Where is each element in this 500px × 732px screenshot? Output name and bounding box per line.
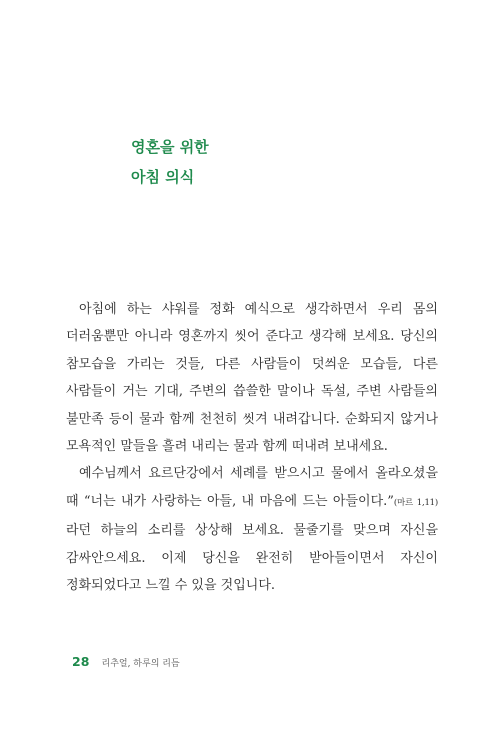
page-number: 28 xyxy=(72,654,90,669)
paragraph-1: 아침에 하는 샤워를 정화 예식으로 생각하면서 우리 몸의 더러움뿐만 아니라 영혼까지 씻어 준다고 생각해 보세요. 당신의 참모습을 가리는 것들, 다른 사람들이 덧씌운 모습들, 다른 사람들이 거는 기대, 주변의 씁쓸한 말이나 독설, 주변 사람들의 불만족 등이 물과 함께 천천히 씻겨 내려갑니다. 순화되지 않거나 모욕적인 말들을 흘려 내리는 물과 함께 떠내려 보내세요. xyxy=(66,302,438,455)
body-text xyxy=(66,296,438,599)
paragraph-2 xyxy=(66,460,438,599)
paragraph-2-part-a: 예수님께서 요르단강에서 세례를 받으시고 물에서 올라오셨을 때 “너는 내가 사랑하는 아들, 내 마음에 드는 아들이다.” xyxy=(66,466,438,509)
heading-line-1: 영혼을 위한 xyxy=(131,138,209,156)
running-title: 리추얼, 하루의 리듬 xyxy=(101,659,180,669)
heading-line-2: 아침 의식 xyxy=(131,168,195,186)
bible-reference: (마르 1,11) xyxy=(393,497,438,508)
section-heading xyxy=(131,132,209,192)
paragraph-2-part-b: 라던 하늘의 소리를 상상해 보세요. 물줄기를 맞으며 자신을 감싸안으세요. 이제 당신을 완전히 받아들이면서 자신이 정화되었다고 느낄 수 있을 것입니다. xyxy=(66,523,438,594)
page-footer xyxy=(72,651,180,670)
